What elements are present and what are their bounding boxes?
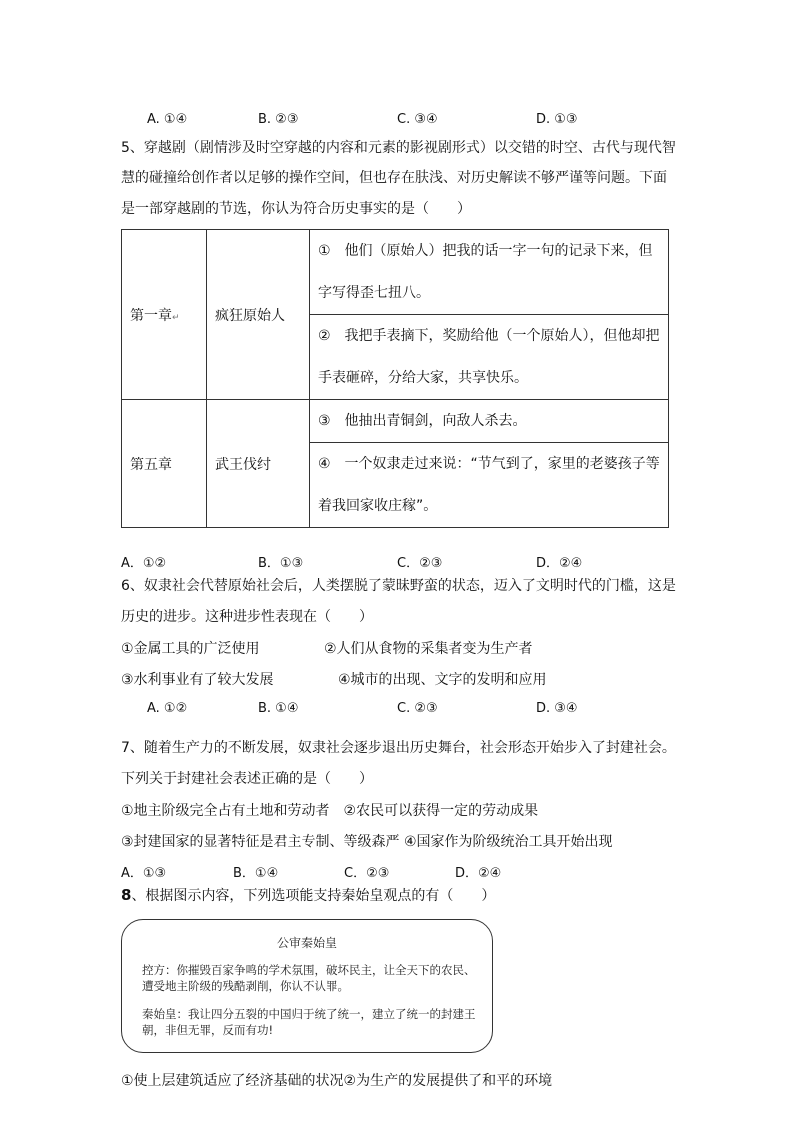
q5-stem-line-3: 是一部穿越剧的节选，你认为符合历史事实的是（ ） xyxy=(121,201,471,217)
q5-chapter-1 xyxy=(122,230,207,400)
q6-option-b: B. ①④ xyxy=(258,701,299,716)
q7-option-c: C．②③ xyxy=(344,866,390,881)
q5-option-c: C．②③ xyxy=(397,556,443,571)
q6-option-c: C. ②③ xyxy=(397,701,438,716)
q5-item-2-text: ② 我把手表摘下，奖励给他（一个原始人），但他却把手表砸碎，分给大家，共享快乐。 xyxy=(318,328,660,386)
q6-option-a: A. ①② xyxy=(147,701,188,716)
q6-statement-1: ①金属工具的广泛使用 xyxy=(121,641,260,657)
q5-option-d: D．②④ xyxy=(536,556,583,571)
q5-chapter-5: 第五章 xyxy=(122,400,207,528)
q5-option-b: B．①③ xyxy=(258,556,304,571)
q5-item-2 xyxy=(310,315,669,400)
q8-statements-1-2: ①使上层建筑适应了经济基础的状况②为生产的发展提供了和平的环境 xyxy=(121,1073,553,1089)
q4-option-d: D. ①③ xyxy=(536,112,578,127)
paragraph-mark: ↵ xyxy=(172,312,180,323)
q6-statement-3: ③水利事业有了较大发展 xyxy=(121,672,274,688)
q8-stem-text: 、根据图示内容，下列选项能支持秦始皇观点的有（ ） xyxy=(131,888,496,904)
q7-statements-1-2: ①地主阶级完全占有土地和劳动者 ②农民可以获得一定的劳动成果 xyxy=(121,803,539,819)
q8-stem xyxy=(121,885,495,905)
q7-option-a: A．①③ xyxy=(121,866,167,881)
q8-dialogue-box xyxy=(121,919,493,1053)
q5-title-1: 疯狂原始人 xyxy=(207,230,310,400)
q6-option-d: D. ③④ xyxy=(536,701,578,716)
q5-item-4 xyxy=(310,443,669,528)
q4-option-a: A. ①④ xyxy=(147,112,188,127)
q5-stem-line-2: 慧的碰撞给创作者以足够的操作空间，但也存在肤浅、对历史解读不够严谨等问题。下面 xyxy=(121,170,667,186)
q8-box-defense: 秦始皇：我让四分五裂的中国归于统了统一，建立了统一的封建王朝，非但无罪，反而有功! xyxy=(142,1007,476,1037)
q5-chapter-1-label: 第一章 xyxy=(130,307,172,324)
q6-statement-2: ②人们从食物的采集者变为生产者 xyxy=(324,641,533,657)
q7-stem-line-1: 7、随着生产力的不断发展，奴隶社会逐步退出历史舞台，社会形态开始步入了封建社会。 xyxy=(121,740,676,756)
q6-stem-line-1: 6、奴隶社会代替原始社会后，人类摆脱了蒙昧野蛮的状态，迈入了文明时代的门槛，这是 xyxy=(121,578,676,594)
q5-stem-line-1: 5、穿越剧（剧情涉及时空穿越的内容和元素的影视剧形式）以交错的时空、古代与现代智 xyxy=(121,140,676,156)
q8-box-accusation: 控方：你摧毁百家争鸣的学术氛围，破坏民主，让全天下的农民、遭受地主阶级的残酷剥削，你认不认罪。 xyxy=(142,963,476,993)
q6-stem-line-2: 历史的进步。这种进步性表现在（ ） xyxy=(121,609,373,625)
q4-option-b: B. ②③ xyxy=(258,112,299,127)
q5-title-5: 武王伐纣 xyxy=(207,400,310,528)
q5-item-3-text: ③ 他抽出青铜剑，向敌人杀去。 xyxy=(318,413,527,429)
q5-item-1 xyxy=(310,230,669,315)
q6-statement-4: ④城市的出现、文字的发明和应用 xyxy=(338,672,547,688)
q5-item-3 xyxy=(310,400,669,443)
q5-option-a: A．①② xyxy=(121,556,167,571)
q7-stem-line-2: 下列关于封建社会表述正确的是（ ） xyxy=(121,771,373,787)
q5-table xyxy=(121,229,669,528)
q7-statements-3-4: ③封建国家的显著特征是君主专制、等级森严 ④国家作为阶级统治工具开始出现 xyxy=(121,834,613,850)
q4-option-c: C. ③④ xyxy=(397,112,438,127)
q8-number: 8 xyxy=(121,886,132,904)
q5-item-1-text: ① 他们（原始人）把我的话一字一句的记录下来，但字写得歪七扭八。 xyxy=(318,243,653,301)
q8-box-title: 公审秦始皇 xyxy=(276,936,337,950)
q5-item-4-text: ④ 一个奴隶走过来说：“节气到了，家里的老婆孩子等着我回家收庄稼”。 xyxy=(318,456,660,514)
q7-option-b: B．①④ xyxy=(233,866,279,881)
q7-option-d: D．②④ xyxy=(455,866,502,881)
